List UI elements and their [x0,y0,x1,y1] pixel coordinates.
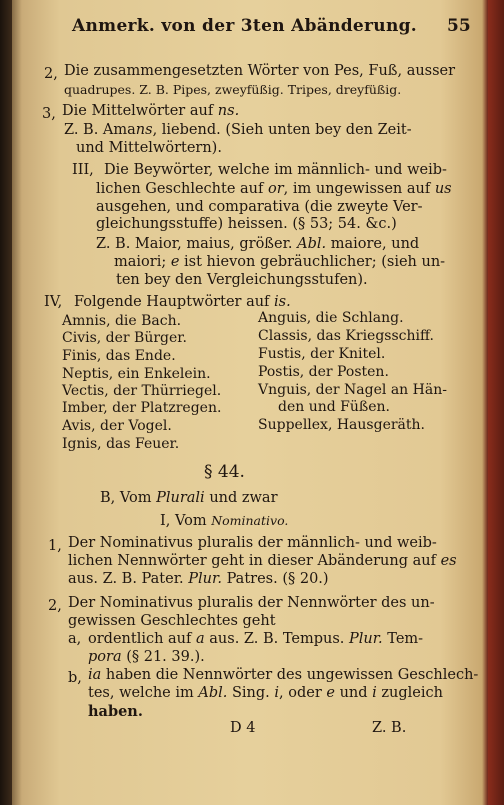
item-3-line-3: und Mittelwörtern). [76,140,222,156]
n2-b-line-3: haben. [88,703,143,720]
running-head: Anmerk. von der 3ten Abänderung. [72,16,418,36]
n2-line-2: gewissen Geschlechtes geht [68,613,276,629]
item-iii-line-4: gleichungsstuffe) heissen. (§ 53; 54. &c.) [96,216,397,232]
n2-number: 2, [48,598,62,614]
item-iii-line-2: lichen Geschlechte auf or, im ungewissen auf us [96,181,452,197]
item-iii-line-1: Die Beywörter, welche im männlich- und weib- [104,162,447,178]
item-iii-number: III, [72,162,94,178]
page-edge-red [488,0,504,805]
item-2-number: 2, [44,66,58,82]
item-2-line-1: Die zusammengesetzten Wörter von Pes, Fuß, ausser [64,63,456,79]
noun-list-left-7: Avis, der Vogel. [62,418,172,434]
noun-list-right-3: Fustis, der Knitel. [258,346,386,362]
item-iv-heading: Folgende Hauptwörter auf is. [74,294,291,310]
noun-list-left-2: Civis, der Bürger. [62,330,187,346]
noun-list-left-8: Ignis, das Feuer. [62,436,180,452]
noun-list-left-6: Imber, der Platzregen. [62,400,222,416]
item-3-line-2: Z. B. Amans, liebend. (Sieh unten bey den Zeit- [64,122,412,138]
n2-b-line-2: tes, welche im Abl. Sing. i, oder e und i zugleich [88,685,443,701]
item-3-number: 3, [42,106,56,122]
n1-line-2: lichen Nennwörter geht in dieser Abänderung auf es [68,553,457,569]
n1-number: 1, [48,538,62,554]
noun-list-right-7: Suppellex, Hausgeräth. [258,417,425,433]
n2-a-line-2: pora (§ 21. 39.). [88,649,205,665]
item-iv-number: IV, [44,294,63,310]
noun-list-right-5: Vnguis, der Nagel an Hän- [258,382,447,398]
item-iii-line-6: maiori; e ist hievon gebräuchlicher; (sieh un- [114,254,446,270]
noun-list-right-2: Classis, das Kriegsschiff. [258,328,434,344]
section-number: § 44. [204,462,245,482]
noun-list-right-6: den und Füßen. [278,399,390,415]
noun-list-left-3: Finis, das Ende. [62,348,176,364]
noun-list-left-5: Vectis, der Thürriegel. [62,383,222,399]
noun-list-right-1: Anguis, die Schlang. [258,310,404,326]
noun-list-right-4: Postis, der Posten. [258,364,389,380]
n2-line-1: Der Nominativus pluralis der Nennwörter des un- [68,595,435,611]
section-subheading: B, Vom Plurali und zwar [100,490,278,506]
signature-mark: D 4 [230,720,256,736]
item-2-line-2: quadrupes. Z. B. Pipes, zweyfüßig. Tripes, dreyfüßig. [64,82,402,97]
item-iii-line-5: Z. B. Maior, maius, größer. Abl. maiore, und [96,236,420,252]
n2-b-line-1: ia haben die Nennwörter des ungewissen Geschlech- [88,667,479,683]
n2-b-number: b, [68,670,82,686]
noun-list-left-1: Amnis, die Bach. [62,313,182,329]
noun-list-left-4: Neptis, ein Enkelein. [62,366,211,382]
page-number: 55 [447,16,471,36]
catchword: Z. B. [372,720,407,736]
item-3-line-1: Die Mittelwörter auf ns. [62,103,240,119]
item-iii-line-7: ten bey den Vergleichungsstufen). [116,272,368,288]
n2-a-number: a, [68,631,82,647]
n1-line-3: aus. Z. B. Pater. Plur. Patres. (§ 20.) [68,571,329,587]
item-iii-line-3: ausgehen, und comparativa (die zweyte Ver- [96,199,423,215]
n2-a-line-1: ordentlich auf a aus. Z. B. Tempus. Plur. Tem- [88,631,424,647]
section-subheading-2: I, Vom Nominativo. [160,513,289,529]
binding-gutter [0,0,12,805]
n1-line-1: Der Nominativus pluralis der männlich- und weib- [68,535,437,551]
